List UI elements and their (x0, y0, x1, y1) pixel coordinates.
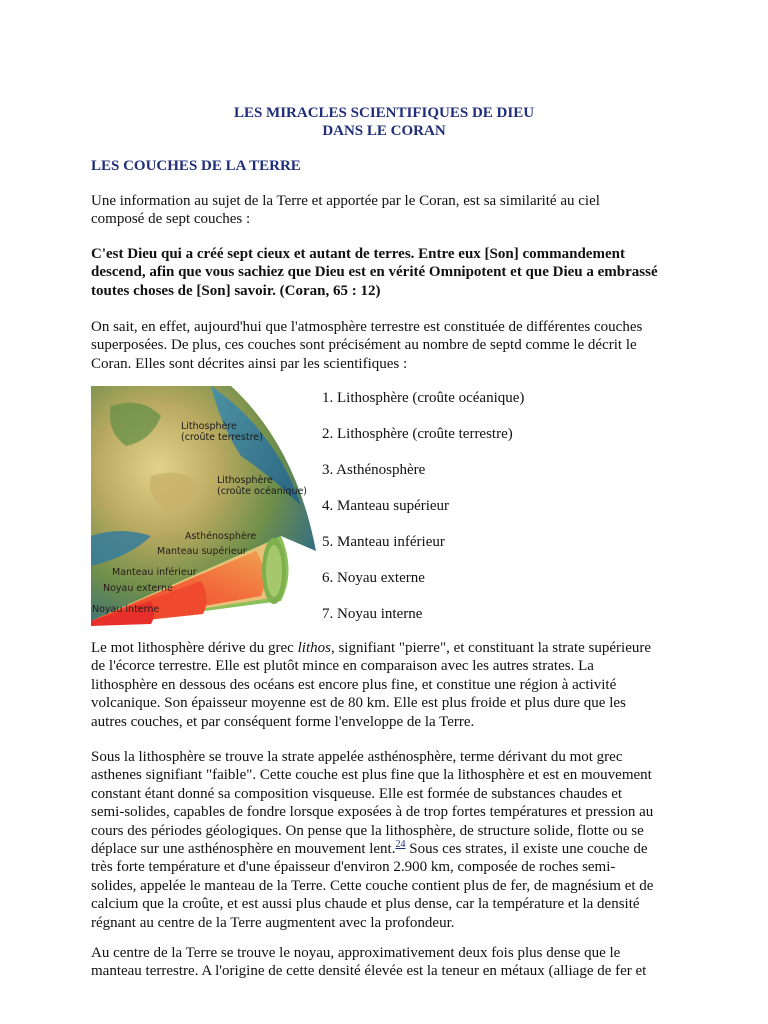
paragraph-line: Au centre de la Terre se trouve le noyau, approximativement deux fois plus dense que le (91, 945, 621, 961)
italic-term: lithos (297, 640, 331, 656)
title-line-2: DANS LE CORAN (322, 123, 446, 139)
paragraph-line (91, 639, 691, 657)
intro-line: composé de sept couches : (91, 211, 251, 228)
paragraph-line: cours des périodes géologiques. On pense que la lithosphère, de structure solide, flotte ou se (91, 822, 644, 839)
title-line-1: LES MIRACLES SCIENTIFIQUES DE DIEU (233, 105, 535, 121)
footnote-link[interactable]: 24 (395, 839, 406, 851)
paragraph-line: asthenes signifiant "faible". Cette couche est plus fine que la lithosphère et est en mouvement (91, 767, 652, 784)
text-run: Sous ces strates, il existe une couche de (405, 841, 648, 858)
paragraph-line: calcium que la croûte, et est aussi plus chaude et plus dense, car la température et la densité (91, 896, 640, 913)
earth-layers-figure (91, 386, 316, 626)
label-manteau-superieur: Manteau supérieur (157, 546, 247, 557)
paragraph-line: de l'écorce terrestre. Elle est plutôt mince en comparaison avec les autres strates. La (91, 658, 594, 675)
intro-paragraph (91, 192, 691, 229)
text-run: , signifiant "pierre", et constituant la strate supérieure (330, 640, 652, 656)
figure-label-text: (croûte océanique) (217, 486, 308, 497)
paragraph-line: semi-solides, capables de fondre lorsque exposées à de trop fortes températures et pression au (91, 804, 654, 821)
list-item: 6. Noyau externe (322, 570, 425, 586)
paragraph-line: Coran. Elles sont décrites ainsi par les scientifiques : (91, 355, 408, 372)
list-item: 7. Noyau interne (322, 606, 423, 622)
list-item: 5. Manteau inférieur (322, 534, 445, 550)
quote-line: toutes choses de [Son] savoir. (Coran, 65 : 12) (91, 282, 381, 299)
paragraph-line: volcanique. Son épaisseur moyenne est de 80 km. Elle est plus froide et plus dure que les (91, 695, 626, 712)
label-manteau-inferieur: Manteau inférieur (112, 567, 197, 578)
quote-line: C'est Dieu qui a créé sept cieux et autant de terres. Entre eux [Son] commandement (91, 246, 625, 262)
label-noyau-externe: Noyau externe (103, 583, 173, 594)
paragraph-line: lithosphère en dessous des océans est encore plus fine, et constitue une région à activité (91, 676, 617, 693)
intro-line: Une information au sujet de la Terre et apportée par le Coran, est sa similarité au ciel (91, 193, 600, 209)
list-item: 4. Manteau supérieur (322, 498, 450, 514)
text-run: déplace sur une asthénosphère en mouvement lent. (91, 841, 396, 858)
paragraph-line: manteau terrestre. A l'origine de cette densité élevée est la teneur en métaux (alliage de fer et (91, 963, 647, 980)
label-asthenosphere: Asthénosphère (185, 531, 257, 542)
paragraph-line: On sait, en effet, aujourd'hui que l'atmosphère terrestre est constituée de différentes couches (91, 319, 643, 335)
paragraph-line: régnant au centre de la Terre augmentent avec la profondeur. (91, 914, 455, 931)
lithosphere-paragraph (91, 639, 691, 731)
asthenosphere-paragraph (91, 748, 691, 932)
paragraph-line: autres couches, et par conséquent forme l'enveloppe de la Terre. (91, 713, 475, 730)
list-item: 1. Lithosphère (croûte océanique) (322, 390, 525, 406)
label-noyau-interne: Noyau interne (92, 604, 160, 615)
atmosphere-paragraph (91, 318, 691, 373)
paragraph-line: solides, appelée le manteau de la Terre. Cette couche contient plus de fer, de magnésium et de (91, 877, 654, 894)
noyau-paragraph (91, 944, 691, 981)
text-run: Le mot lithosphère dérive du grec (91, 640, 298, 656)
figure-label-text: Lithosphère (181, 421, 237, 432)
paragraph-line: constant étant donné sa composition visqueuse. Elle est formée de substances chaudes et (91, 785, 623, 802)
section-heading: LES COUCHES DE LA TERRE (91, 158, 301, 174)
list-item: 3. Asthénosphère (322, 462, 426, 478)
quote-line: descend, afin que vous sachiez que Dieu est en vérité Omnipotent et que Dieu a embrassé (91, 264, 658, 281)
label-lithosphere-terrestre (181, 421, 263, 443)
list-item: 2. Lithosphère (croûte terrestre) (322, 426, 513, 442)
paragraph-line (91, 840, 691, 858)
paragraph-line: Sous la lithosphère se trouve la strate appelée asthénosphère, terme dérivant du mot grec (91, 749, 623, 765)
label-lithosphere-oceanique (217, 475, 307, 497)
quran-quote (91, 245, 691, 300)
paragraph-line: très forte température et d'une épaisseur d'environ 2.900 km, composée de roches semi- (91, 859, 616, 876)
figure-label-text: (croûte terrestre) (181, 432, 263, 443)
document-title (0, 104, 768, 140)
figure-label-text: Lithosphère (217, 475, 273, 486)
layers-list (322, 389, 622, 641)
paragraph-line: superposées. De plus, ces couches sont précisément au nombre de septd comme le décrit le (91, 337, 637, 354)
